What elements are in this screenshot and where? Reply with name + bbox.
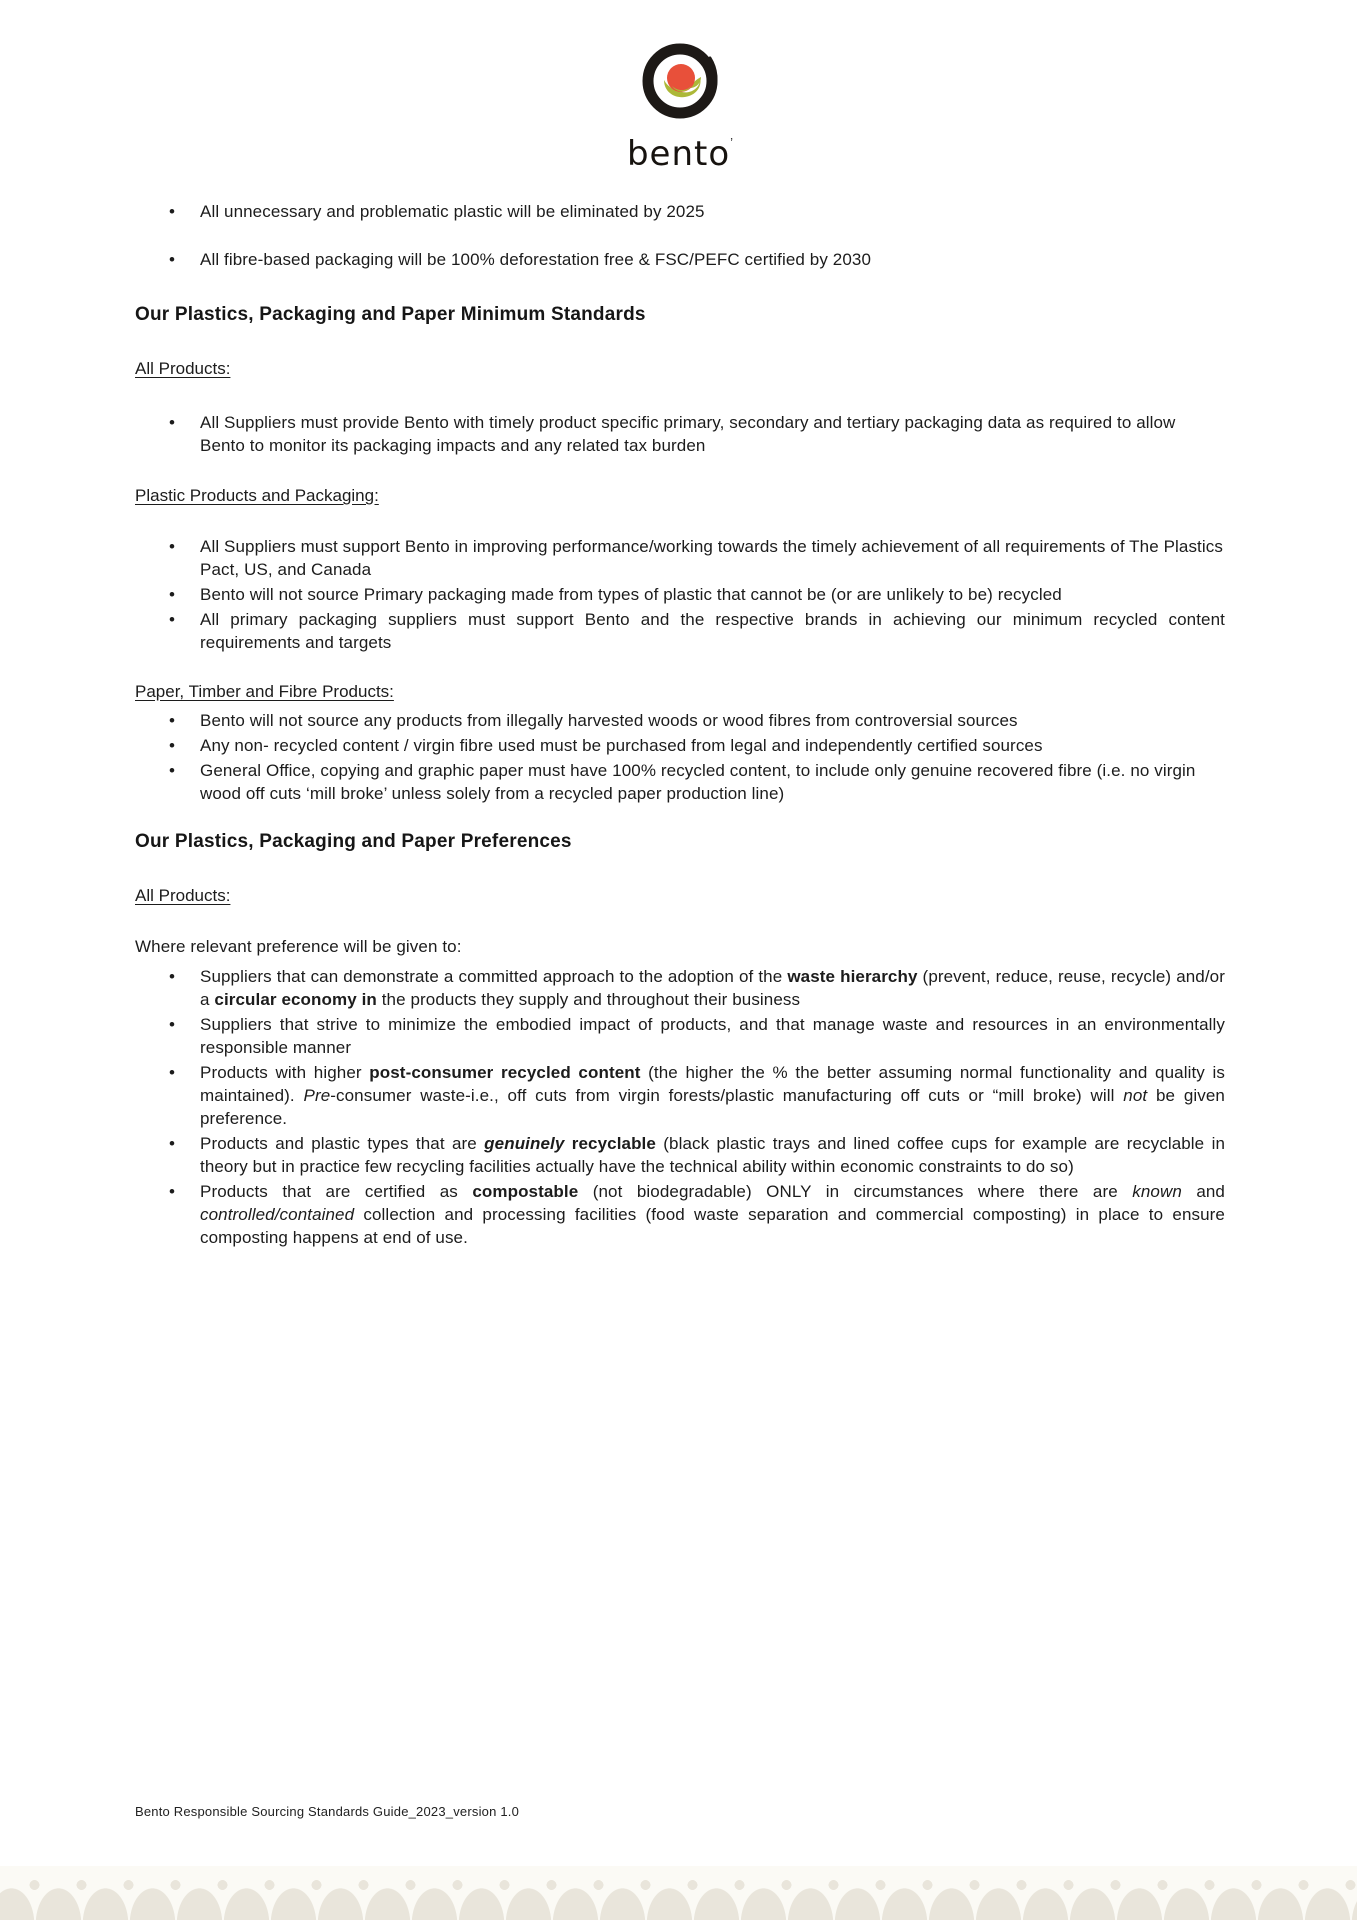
bullet-item: • All unnecessary and problematic plastic will be eliminated by 2025 [167, 200, 1225, 223]
section-title-preferences: Our Plastics, Packaging and Paper Preferences [135, 831, 572, 852]
bullet-list [167, 709, 1225, 805]
intro-bullet-list [167, 200, 1225, 271]
bullet-item: • Bento will not source any products from illegally harvested woods or wood fibres from controversial sources [167, 709, 1225, 732]
bullet-list [167, 411, 1225, 457]
bullet-item: • Products with higher post-consumer recycled content (the higher the % the better assuming normal functionality and quality is maintained). Pre-consumer waste-i.e., off cuts from virgin forests/plastic manufacturing off cuts or “mill broke) will not be given preference. [167, 1061, 1225, 1130]
subheading-plastic-products: Plastic Products and Packaging: [135, 486, 379, 505]
bullet-item: • Suppliers that strive to minimize the embodied impact of products, and that manage waste and resources in an environmentally responsible manner [167, 1013, 1225, 1059]
section-title-minimum-standards: Our Plastics, Packaging and Paper Minimum Standards [135, 304, 646, 325]
brand-text: bento [626, 134, 731, 174]
bullet-item: • General Office, copying and graphic paper must have 100% recycled content, to include only genuine recovered fibre (i.e. no virgin wood off cuts ‘mill broke’ unless solely from a recycled paper production line) [167, 759, 1225, 805]
document-footer: Bento Responsible Sourcing Standards Guide_2023_version 1.0 [135, 1804, 519, 1819]
bullet-item: • Products and plastic types that are genuinely recyclable (black plastic trays and lined coffee cups for example are recyclable in theory but in practice few recycling facilities actually have the technical ability within economic constraints to do so) [167, 1132, 1225, 1178]
subheading-all-products-2: All Products: [135, 886, 231, 905]
bullet-item: • All fibre-based packaging will be 100% deforestation free & FSC/PEFC certified by 2030 [167, 248, 1225, 271]
bullet-item: • All Suppliers must support Bento in improving performance/working towards the timely achievement of all requirements of The Plastics Pact, US, and Canada [167, 535, 1225, 581]
bullet-item: • Products that are certified as compostable (not biodegradable) ONLY in circumstances where there are known and controlled/contained collection and processing facilities (food waste separation and commercial composting) in place to ensure composting happens at end of use. [167, 1180, 1225, 1249]
bullet-item: • Any non- recycled content / virgin fibre used must be purchased from legal and independently certified sources [167, 734, 1225, 757]
bento-logo-icon [634, 36, 726, 130]
bento-wordmark [135, 126, 1225, 178]
bento-logo [135, 36, 1225, 178]
preferences-intro-line: Where relevant preference will be given to: [135, 937, 462, 956]
subheading-all-products: All Products: [135, 359, 231, 378]
bullet-item: • All primary packaging suppliers must support Bento and the respective brands in achieving our minimum recycled content requirements and targets [167, 608, 1225, 654]
bullet-list [167, 535, 1225, 654]
bullet-item: • All Suppliers must provide Bento with timely product specific primary, secondary and tertiary packaging data as required to allow Bento to monitor its packaging impacts and any related tax burden [167, 411, 1225, 457]
bullet-item: • Bento will not source Primary packaging made from types of plastic that cannot be (or are unlikely to be) recycled [167, 583, 1225, 606]
trademark-tick: ’ [730, 135, 734, 150]
subheading-paper-timber-fibre: Paper, Timber and Fibre Products: [135, 682, 394, 701]
decorative-scallop-border [0, 1866, 1357, 1920]
bullet-list [167, 965, 1225, 1249]
bullet-item: • Suppliers that can demonstrate a committed approach to the adoption of the waste hierarchy (prevent, reduce, reuse, recycle) and/or a circular economy in the products they supply and throughout their business [167, 965, 1225, 1011]
